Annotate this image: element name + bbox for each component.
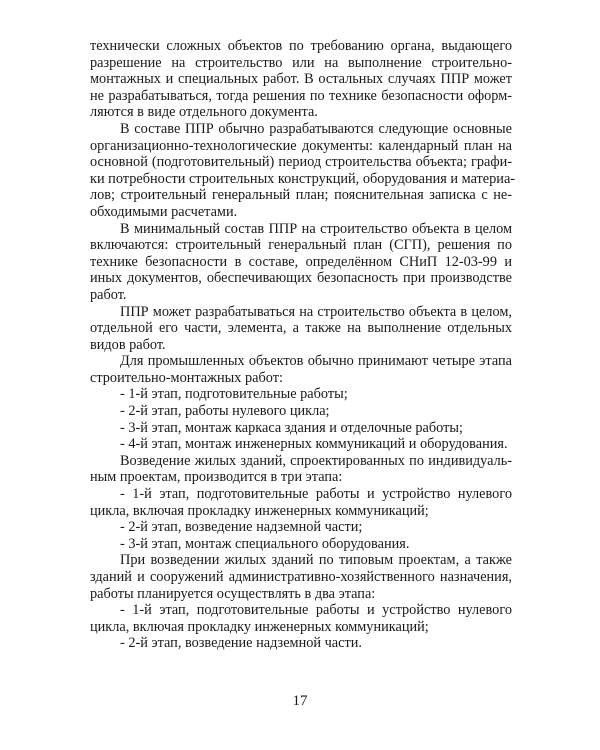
text-line: В составе ППР обычно разрабатываются следующие основные	[120, 120, 512, 137]
text-line: работ.	[90, 286, 127, 303]
text-line: обходимыми расчетами.	[90, 203, 238, 220]
text-line: отдельной его части, элемента, а также на выполнение отдельных	[90, 320, 512, 337]
paragraph	[90, 353, 512, 386]
paragraph	[90, 120, 516, 221]
text-line: - 3-й этап, монтаж каркаса здания и отделочные работы;	[120, 419, 463, 436]
paragraph	[90, 453, 512, 486]
text-line: технике безопасности в составе, определённом СНиП 12-03-99 и	[90, 253, 512, 270]
text-line: При возведении жилых зданий по типовым проектам, а также	[120, 552, 512, 569]
text-line: - 2-й этап, возведение надземной части;	[120, 519, 363, 536]
paragraph	[90, 386, 512, 403]
text-line: технически сложных объектов по требованию органа, выдающего	[90, 38, 512, 54]
body-text	[90, 38, 516, 652]
text-line: включаются: строительный генеральный план (СГП), решения по	[90, 237, 512, 254]
text-line: цикла, включая прокладку инженерных коммуникаций;	[90, 618, 429, 635]
text-line: Возведение жилых зданий, спроектированных по индивидуаль-	[120, 452, 512, 469]
paragraph	[90, 635, 512, 652]
text-line: зданий и сооружений административно-хозяйственного назначения,	[90, 569, 512, 585]
paragraph	[90, 221, 512, 304]
text-line: ППР может разрабатываться на строительство объекта в целом,	[120, 303, 512, 320]
paragraph	[90, 602, 512, 635]
text-line: работы планируется осуществлять в два этапа:	[90, 585, 376, 602]
text-line: иных документов, обеспечивающих безопасность при производстве	[90, 270, 512, 287]
text-line: Для промышленных объектов обычно принимают четыре этапа	[120, 353, 512, 370]
text-line: - 2-й этап, возведение надземной части.	[120, 635, 362, 652]
paragraph	[90, 519, 512, 536]
paragraph	[90, 420, 512, 437]
text-line: цикла, включая прокладку инженерных коммуникаций;	[90, 502, 429, 519]
text-line: не разрабатываться, тогда решения по технике безопасности оформ-	[90, 87, 512, 104]
paragraph	[90, 536, 512, 553]
paragraph	[90, 38, 512, 121]
paragraph	[90, 552, 512, 602]
text-line: - 1-й этап, подготовительные работы и устройство нулевого	[120, 602, 512, 619]
paragraph	[90, 403, 512, 420]
text-line: ки потребности строительных конструкций, оборудования и материа-	[90, 170, 516, 187]
text-line: разрешение на строительство или на выполнение строительно-	[90, 54, 512, 71]
text-line: монтажных и специальных работ. В остальных случаях ППР может	[90, 71, 512, 88]
text-line: ляются в виде отдельного документа.	[90, 104, 318, 121]
text-line: лов; строительный генеральный план; пояснительная записка с не-	[90, 187, 512, 204]
text-line: - 3-й этап, монтаж специального оборудования.	[120, 535, 410, 552]
text-line: В минимальный состав ППР на строительство объекта в целом	[120, 220, 512, 237]
paragraph	[90, 304, 512, 354]
text-line: организационно-технологические документы: календарный план на	[90, 137, 512, 154]
page-number: 17	[292, 693, 308, 709]
text-line: - 2-й этап, работы нулевого цикла;	[120, 403, 330, 420]
text-line: - 1-й этап, подготовительные работы;	[120, 386, 348, 403]
text-line: ным проектам, производится в три этапа:	[90, 469, 343, 486]
text-line: - 4-й этап, монтаж инженерных коммуникаций и оборудования.	[120, 436, 508, 453]
paragraph	[90, 436, 512, 453]
text-line: основной (подготовительный) период строительства объекта; графи-	[90, 154, 512, 171]
paragraph	[90, 486, 512, 519]
text-line: строительно-монтажных работ:	[90, 369, 283, 386]
text-line: видов работ.	[90, 336, 166, 353]
text-line: - 1-й этап, подготовительные работы и устройство нулевого	[120, 486, 512, 503]
